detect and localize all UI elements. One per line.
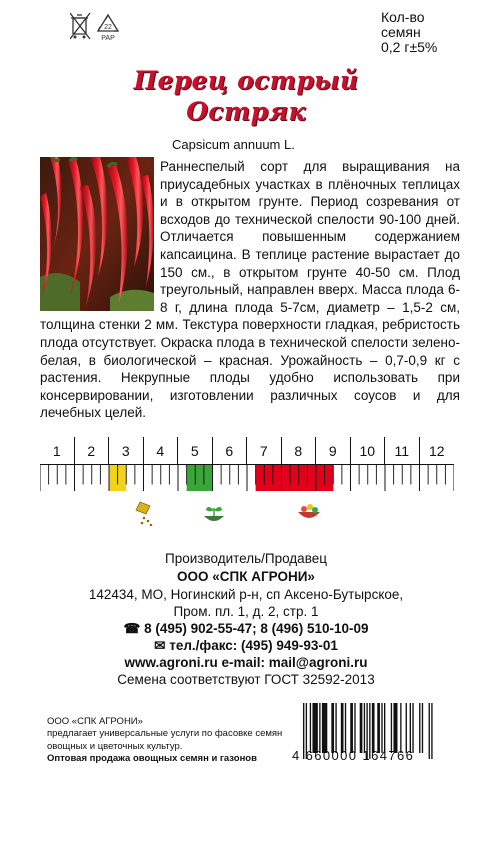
barcode-bar	[377, 703, 380, 753]
calendar-period-planting	[187, 465, 213, 491]
producer-company: ООО «СПК АГРОНИ»	[177, 569, 315, 584]
barcode-bar	[350, 703, 353, 753]
packaging-services	[47, 716, 287, 766]
barcode-bar	[391, 703, 392, 753]
calendar-month-11: 11	[385, 437, 420, 464]
barcode-digits: 4 660000 164766	[292, 748, 415, 763]
barcode-bar	[393, 703, 397, 753]
barcode-bar	[410, 703, 411, 753]
calendar-month-8: 8	[282, 437, 317, 464]
barcode-bar	[322, 703, 327, 753]
barcode-bar	[422, 703, 423, 753]
producer-label: Производитель/Продавец	[165, 551, 327, 566]
barcode-bar	[400, 703, 401, 753]
harvest-basket-icon	[298, 504, 320, 518]
barcode-bar	[345, 703, 346, 753]
barcode-bar	[360, 703, 363, 753]
barcode-bar	[412, 703, 413, 753]
barcode-bar	[310, 703, 311, 753]
producer-address-2: Пром. пл. 1, д. 2, стр. 1	[173, 604, 319, 619]
seed-pouring-icon	[136, 502, 152, 526]
certification-standard: Семена соответствуют ГОСТ 32592-2013	[117, 672, 375, 687]
calendar-month-7: 7	[247, 437, 282, 464]
product-title-line-2: Остряк	[186, 97, 306, 126]
barcode-bar	[384, 703, 385, 753]
quantity-line-2: семян	[381, 24, 421, 40]
calendar-icons	[0, 500, 492, 526]
producer-fax	[0, 638, 492, 654]
description-text: Раннеспелый сорт для выращивания на приусадебных участках в плёночных теплицах и в открытом грунте. Период созревания от всходов до технической спелости 90-100 дней. Отличается повышенным содержанием капсаицина. В теплице растение вырастает до 150 см., в открытом грунте 40-50 см. Плод треугольный, направлен вверх. Масса плода 6-8 г, длина плода 5-7см, диаметр – 1,5-2 см, толщина стенки 2 мм. Текстура поверхности гладкая, ребристость плода отсутствует. Окраска плода в технической спелости зелено-белая, в биологической – красная. Урожайность – 0,7-0,9 кг с растения. Некрупные плоды удобно использовать при консервировании, изготовлении различных соусов и для лечебных целей.	[40, 159, 460, 421]
recycling-triangle-icon	[98, 15, 118, 42]
packaging-icons	[70, 12, 122, 48]
recycle-number: 22	[104, 24, 112, 31]
quantity-line-1: Кол-во	[381, 9, 425, 25]
variety-description	[40, 158, 460, 422]
growing-calendar	[40, 437, 454, 491]
services-wholesale: Оптовая продажа овощных семян и газонов	[47, 753, 257, 765]
calendar-month-2: 2	[75, 437, 110, 464]
barcode-bar	[331, 703, 334, 753]
calendar-month-6: 6	[213, 437, 248, 464]
barcode-bar	[354, 703, 355, 753]
barcode-bar	[341, 703, 344, 753]
producer-address-1: 142434, МО, Ногинский р-н, сп Аксено-Бутырское,	[88, 587, 404, 602]
calendar-month-9: 9	[316, 437, 351, 464]
calendar-month-1: 1	[40, 437, 75, 464]
barcode-bar	[406, 703, 407, 753]
calendar-month-5: 5	[178, 437, 213, 464]
quantity-line-3: 0,2 г±5%	[381, 39, 438, 55]
calendar-period-harvest	[256, 465, 334, 491]
barcode-bar	[319, 703, 320, 753]
recycle-code: PAP	[101, 35, 115, 42]
phone-numbers: 8 (495) 902-55-47; 8 (496) 510-10-09	[144, 621, 369, 636]
barcode-bar	[381, 703, 382, 753]
seed-quantity	[381, 10, 437, 55]
calendar-month-10: 10	[351, 437, 386, 464]
producer-web: www.agroni.ru e-mail: mail@agroni.ru	[124, 655, 368, 670]
producer-phone	[0, 621, 492, 637]
calendar-month-4: 4	[144, 437, 179, 464]
calendar-month-3: 3	[109, 437, 144, 464]
barcode-bar	[335, 703, 336, 753]
phone-icon: ☎	[123, 621, 141, 636]
barcode-bar	[372, 703, 375, 753]
calendar-bars	[40, 465, 454, 491]
latin-name: Capsicum annuum L.	[172, 137, 295, 152]
calendar-marks	[40, 465, 454, 491]
calendar-month-12: 12	[428, 443, 445, 459]
calendar-months	[40, 437, 454, 465]
services-offer: предлагает универсальные услуги по фасовке семян овощных и цветочных культур.	[47, 728, 283, 752]
seedling-icon	[204, 507, 224, 521]
fax-number: тел./факс: (495) 949-93-01	[169, 638, 338, 653]
barcode-bar	[364, 703, 365, 753]
product-title-line-1: Перец острый	[133, 66, 359, 95]
barcode-bar	[312, 703, 317, 753]
barcode-bar	[419, 703, 420, 753]
crossed-out-bin-icon	[70, 13, 90, 39]
services-company: ООО «СПК АГРОНИ»	[47, 716, 143, 727]
envelope-icon: ✉	[154, 638, 166, 653]
